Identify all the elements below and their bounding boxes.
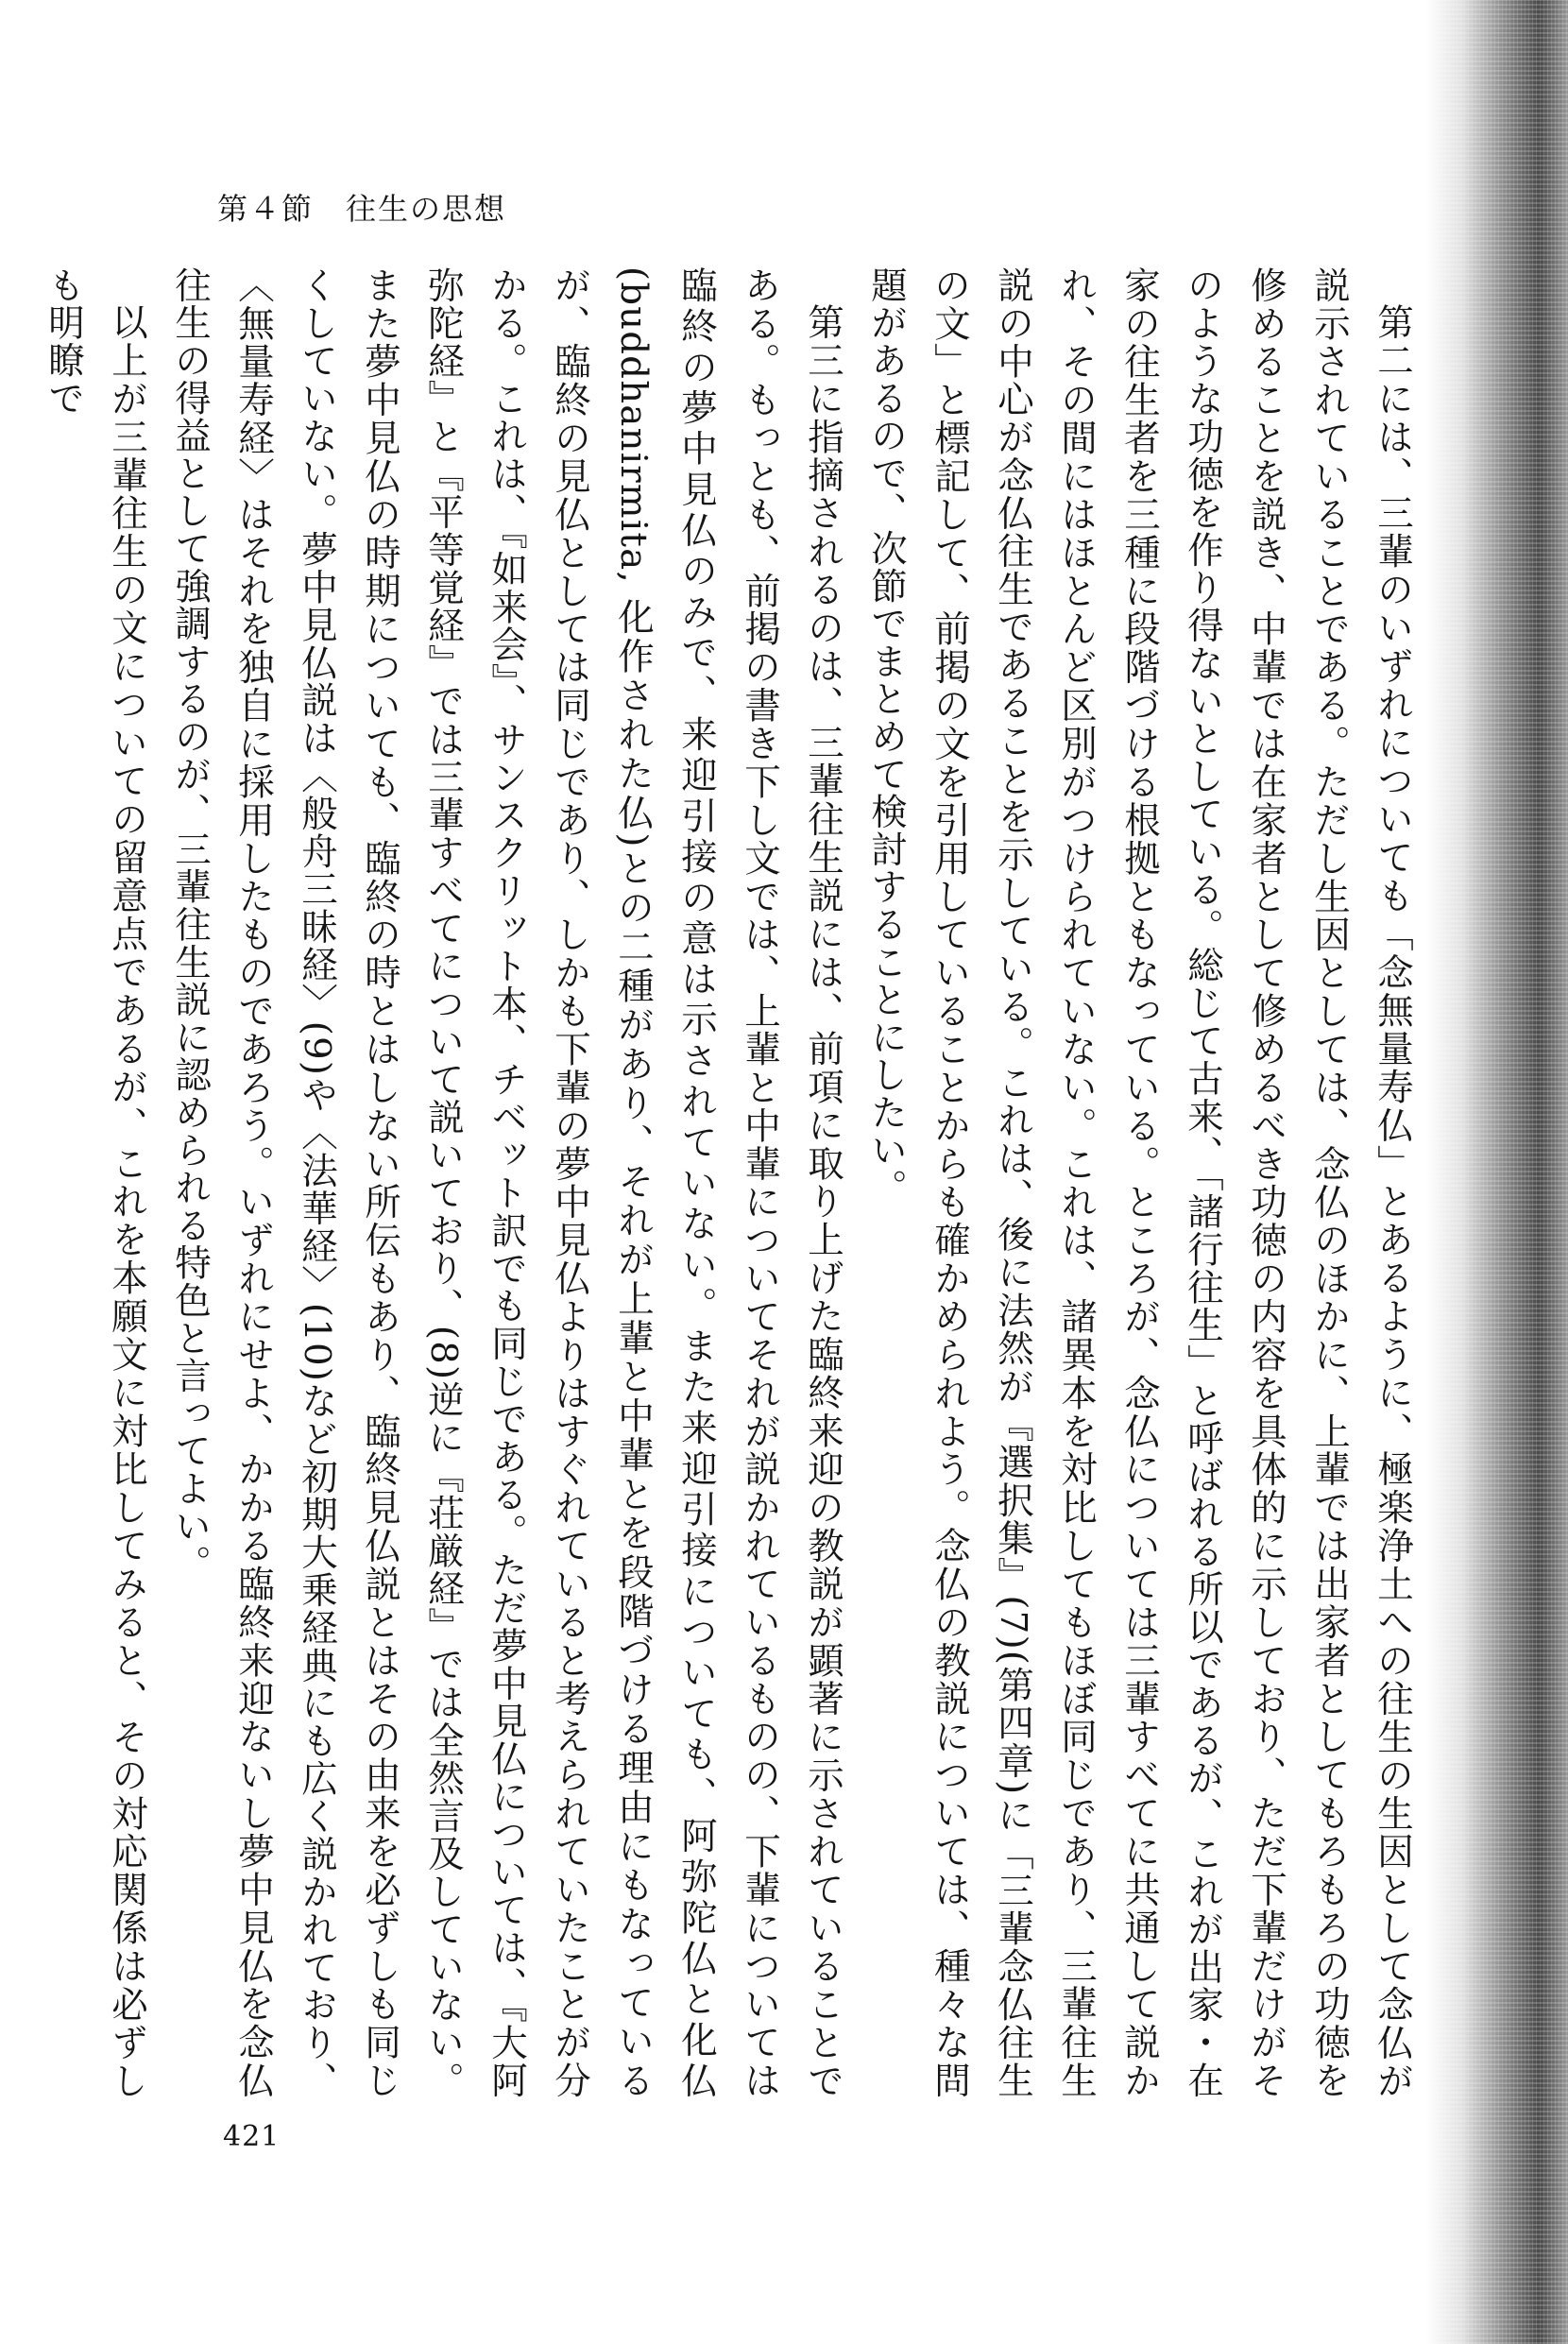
- paragraph-3: 以上が三輩往生の文についての留意点であるが、これを本願文に対比してみると、その対応関係は必ずしも明瞭で: [43, 266, 148, 2099]
- paragraph-2: 第三に指摘されるのは、三輩往生説には、前項に取り上げた臨終来迎の教説が顕著に示されていることである。もっとも、前掲の書き下し文では、上輩と中輩についてそれが説かれているものの、下輩については臨終の夢中見仏のみで、来迎引接の意は示されていない。また来迎引接についても、阿弥陀仏と化仏(buddhanirmita, 化作された仏)との二種があり、それが上輩と中輩とを段階づける理由にもなっているが、臨終の見仏としては同じであり、しかも下輩の夢中見仏よりはすぐれていると考えられていたことが分かる。これは、『如来会』、サンスクリット本、チベット訳でも同じである。ただ夢中見仏については、『大阿弥陀経』と『平等覚経』では三輩すべてについて説いており、(8)逆に『荘厳経』では全然言及していない。また夢中見仏の時期についても、臨終の時とはしない所伝もあり、臨終見仏説とはその由来を必ずしも同じくしていない。夢中見仏説は〈般舟三昧経〉(9)や〈法華経〉(10)など初期大乗経典にも広く説かれており、〈無量寿経〉はそれを独自に採用したものであろう。いずれにせよ、かかる臨終来迎ないし夢中見仏を念仏往生の得益として強調するのが、三輩往生説に認められる特色と言ってよい。: [169, 266, 844, 2099]
- scan-noise: [1426, 0, 1568, 2344]
- page-number: 421: [223, 2120, 281, 2153]
- running-head: 第４節 往生の思想: [217, 191, 507, 227]
- paragraph-1: 第二には、三輩のいずれについても「念無量寿仏」とあるように、極楽浄土への往生の生因として念仏が説示されていることである。ただし生因としては、念仏のほかに、上輩では出家者としてもろもろの功徳を修めることを説き、中輩では在家者として修めるべき功徳の内容を具体的に示しており、ただ下輩だけがそのような功徳を作り得ないとしている。総じて古来、「諸行往生」と呼ばれる所以であるが、これが出家・在家の往生者を三種に段階づける根拠ともなっている。ところが、念仏については三輩すべてに共通して説かれ、その間にはほとんど区別がつけられていない。これは、諸異本を対比してもほぼ同じであり、三輩往生説の中心が念仏往生であることを示している。これは、後に法然が『選択集』(7)(第四章)に「三輩念仏往生の文」と標記して、前掲の文を引用していることからも確かめられよう。念仏の教説については、種々な問題があるので、次節でまとめて検討することにしたい。: [865, 266, 1414, 2099]
- body-text: [32, 266, 1424, 2099]
